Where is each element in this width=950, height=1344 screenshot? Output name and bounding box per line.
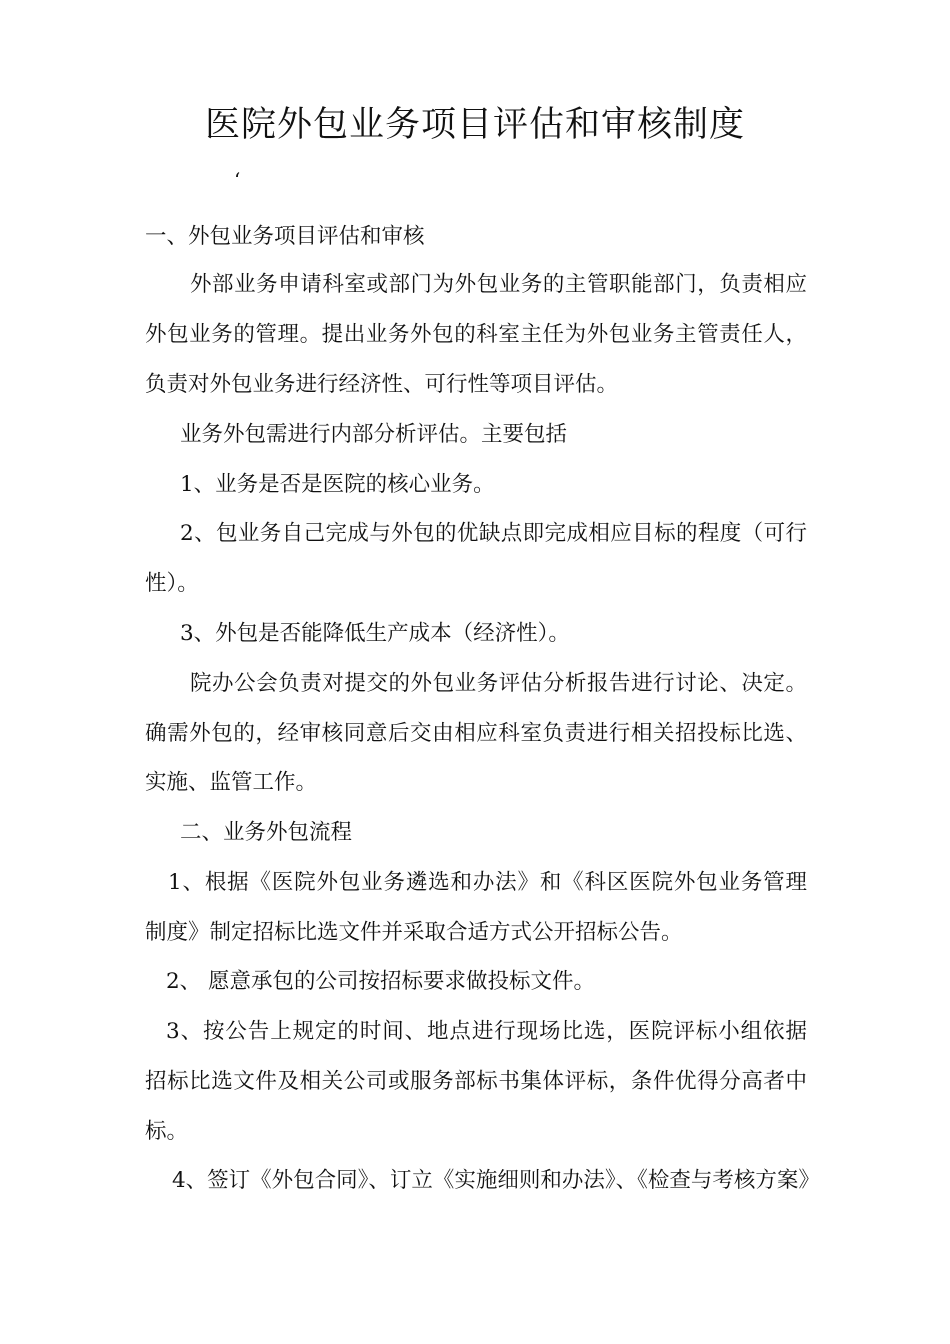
list-item: 2、包业务自己完成与外包的优缺点即完成相应目标的程度（可行 [180,521,807,546]
paragraph-line: 确需外包的，经审核同意后交由相应科室负责进行相关招投标比选、 [145,721,807,746]
paragraph-line: 业务外包需进行内部分析评估。主要包括 [180,422,568,447]
paragraph-line: 负责对外包业务进行经济性、可行性等项目评估。 [145,372,619,397]
document-title: 医院外包业务项目评估和审核制度 [204,105,745,145]
paragraph-line: 外包业务的管理。提出业务外包的科室主任为外包业务主管责任人， [145,322,807,347]
paragraph-line: 实施、监管工作。 [145,770,318,795]
list-item: 3、按公告上规定的时间、地点进行现场比选，医院评标小组依据 [166,1019,807,1044]
list-item-continuation: 标。 [145,1119,189,1144]
paragraph-line: 院办公会负责对提交的外包业务评估分析报告进行讨论、决定。 [190,671,807,696]
paragraph-line: 外部业务申请科室或部门为外包业务的主管职能部门，负责相应 [190,272,807,297]
list-item: 1、根据《医院外包业务遴选和办法》和《科区医院外包业务管理 [168,870,807,895]
list-item-continuation: 性）。 [145,571,199,596]
section-heading-1: 一、外包业务项目评估和审核 [145,224,425,249]
list-item: 2、 愿意承包的公司按招标要求做投标文件。 [166,969,596,994]
section-heading-2: 二、业务外包流程 [180,820,353,845]
stray-mark: ‘ [234,168,241,192]
list-item-continuation: 招标比选文件及相关公司或服务部标书集体评标，条件优得分高者中 [145,1069,807,1094]
list-item: 1、业务是否是医院的核心业务。 [180,472,495,497]
list-item-continuation: 制度》制定招标比选文件并采取合适方式公开招标公告。 [145,920,683,945]
list-item: 4、签订《外包合同》、订立《实施细则和办法》、《检查与考核方案》 [172,1168,820,1193]
list-item: 3、外包是否能降低生产成本（经济性）。 [180,621,570,646]
